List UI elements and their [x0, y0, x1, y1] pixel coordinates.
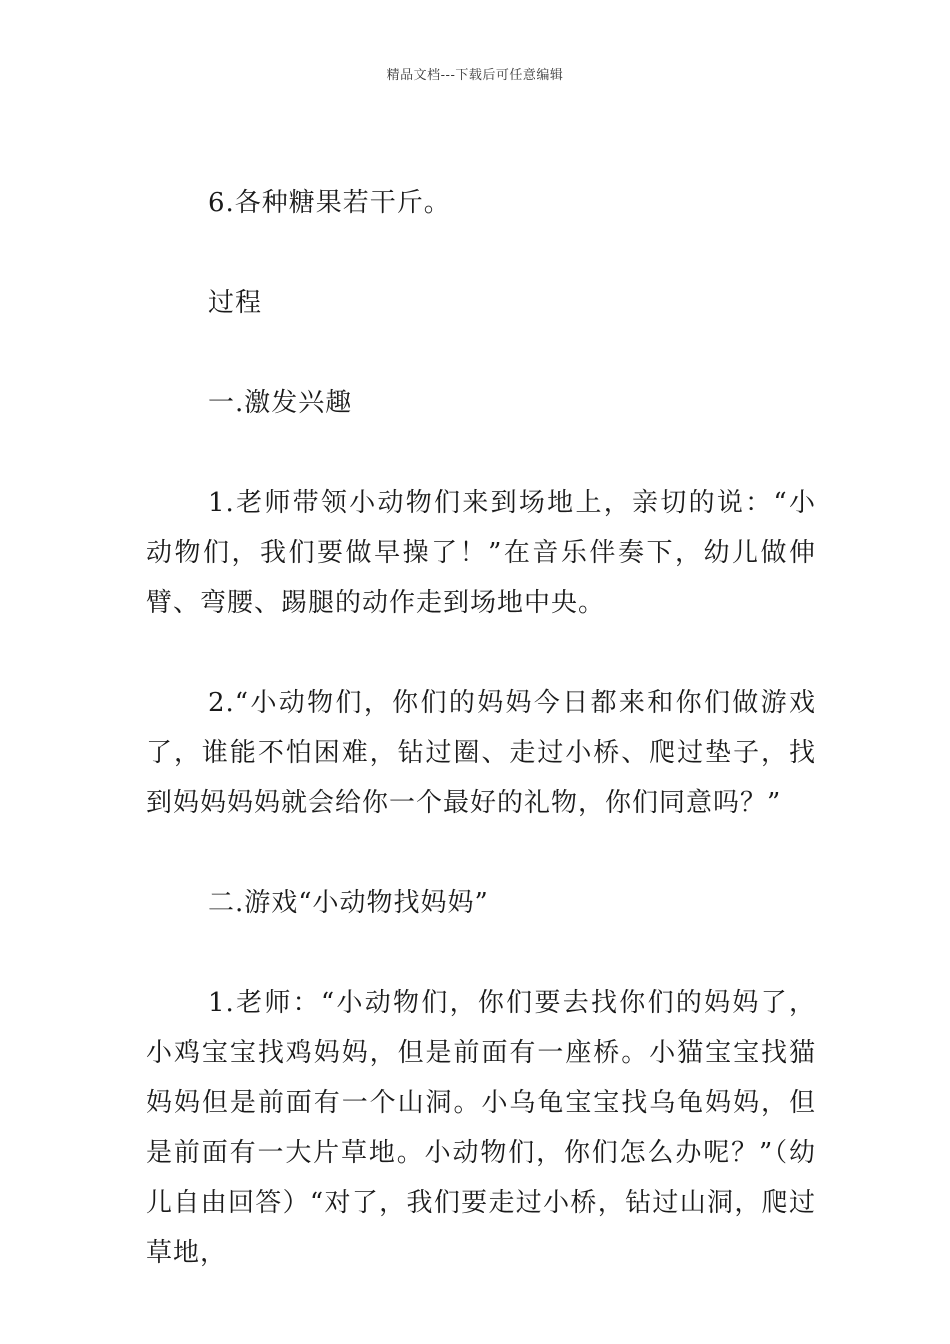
page-header: 精品文档---下载后可任意编辑 — [386, 68, 564, 83]
paragraph-materials-item-6: 6.各种糖果若干斤。 — [208, 188, 451, 218]
paragraph-step-1: 1.老师带领小动物们来到场地上，亲切的说：“小动物们，我们要做早操了！”在音乐伴奏下，幼儿做伸臂、弯腰、踢腿的动作走到场地中央。 — [146, 488, 816, 618]
paragraph-step-2: 2.“小动物们，你们的妈妈今日都来和你们做游戏了，谁能不怕困难，钻过圈、走过小桥、爬过垫子，找到妈妈妈妈就会给你一个最好的礼物，你们同意吗？” — [146, 688, 816, 818]
paragraph-game-step-1: 1.老师：“小动物们，你们要去找你们的妈妈了，小鸡宝宝找鸡妈妈，但是前面有一座桥。小猫宝宝找猫妈妈但是前面有一个山洞。小乌龟宝宝找乌龟妈妈，但是前面有一大片草地。小动物们，你们怎么办呢？”（幼儿自由回答）“对了，我们要走过小桥，钻过山洞，爬过草地， — [146, 988, 816, 1268]
document-body — [146, 178, 816, 1328]
subheading-stimulate-interest: 一.激发兴趣 — [208, 388, 353, 418]
section-heading-process: 过程 — [208, 288, 263, 318]
subheading-game: 二.游戏“小动物找妈妈” — [208, 888, 489, 918]
